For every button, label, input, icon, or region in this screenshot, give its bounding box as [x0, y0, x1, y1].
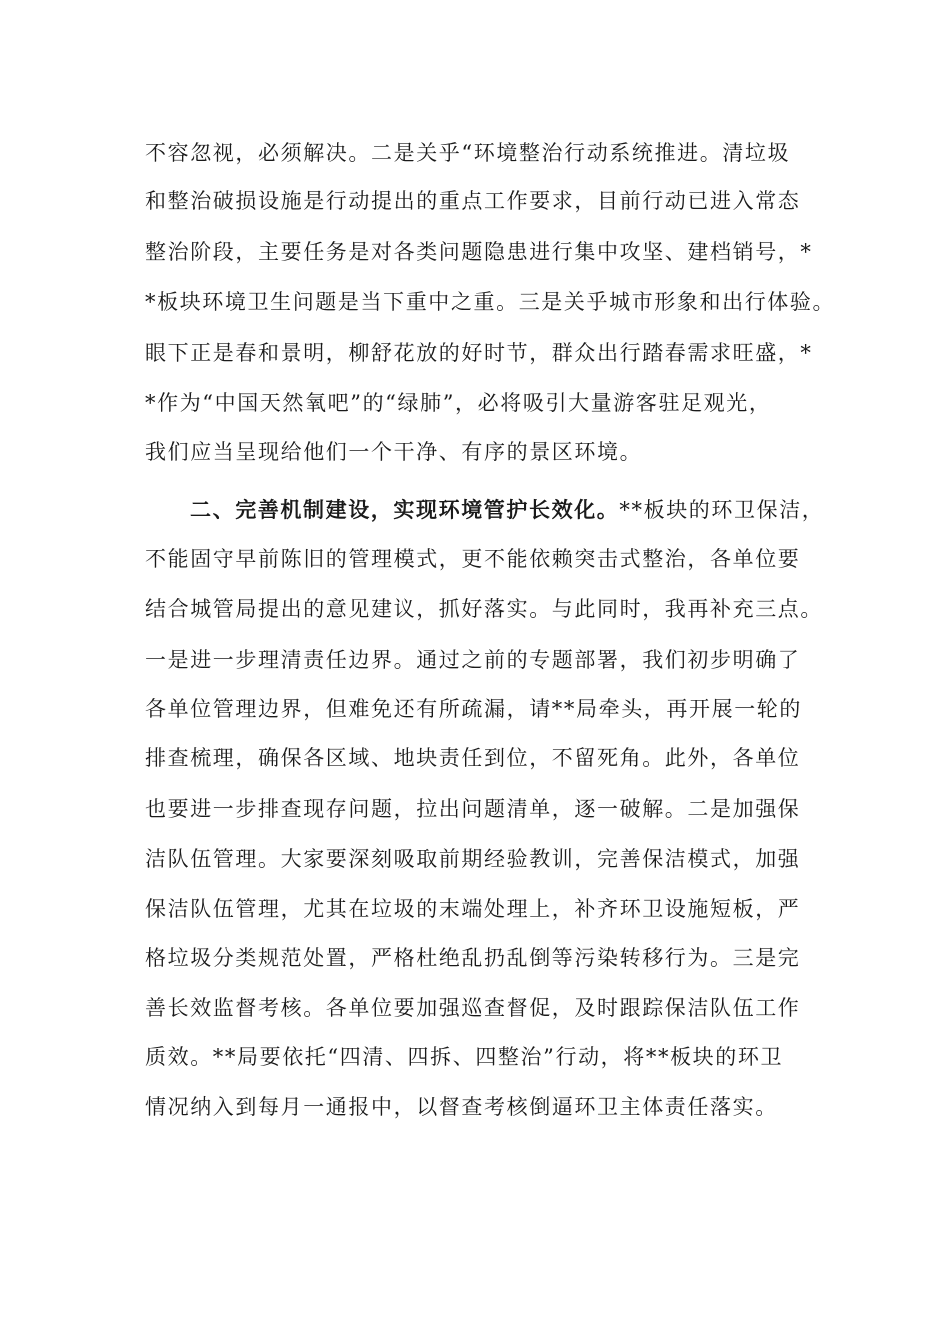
paragraph-2-line: 排查梳理，确保各区域、地块责任到位，不留死角。此外，各单位 — [145, 746, 801, 770]
paragraph-2-line: 善长效监督考核。各单位要加强巡查督促，及时跟踪保洁队伍工作 — [145, 996, 801, 1020]
paragraph-2-first-line-rest: **板块的环卫保洁， — [619, 498, 825, 522]
paragraph-1-line: 和整治破损设施是行动提出的重点工作要求，目前行动已进入常态 — [145, 189, 801, 213]
section-heading: 二、完善机制建设，实现环境管护长效化。 — [190, 497, 620, 522]
paragraph-2-line: 质效。**局要依托“四清、四拆、四整治”行动，将**板块的环卫 — [145, 1045, 784, 1069]
paragraph-2-line: 洁队伍管理。大家要深刻吸取前期经验教训，完善保洁模式，加强 — [145, 847, 801, 871]
paragraph-2-line: 各单位管理边界，但难免还有所疏漏，请**局牵头，再开展一轮的 — [145, 697, 802, 721]
paragraph-2-line: 一是进一步理清责任边界。通过之前的专题部署，我们初步明确了 — [145, 648, 801, 672]
paragraph-2-line: 不能固守早前陈旧的管理模式，更不能依赖突击式整治，各单位要 — [145, 547, 801, 571]
paragraph-1-line: 不容忽视，必须解决。二是关乎“环境整治行动系统推进。清垃圾 — [145, 141, 791, 165]
paragraph-1-line: 整治阶段，主要任务是对各类问题隐患进行集中攻坚、建档销号，* — [145, 240, 813, 264]
paragraph-1-line: 我们应当呈现给他们一个干净、有序的景区环境。 — [145, 440, 643, 464]
paragraph-2-line: 格垃圾分类规范处置，严格杜绝乱扔乱倒等污染转移行为。三是完 — [145, 946, 801, 970]
paragraph-1-line: *板块环境卫生问题是当下重中之重。三是关乎城市形象和出行体验。 — [145, 290, 836, 314]
paragraph-2-line: 也要进一步排查现存问题，拉出问题清单，逐一破解。二是加强保 — [145, 797, 801, 821]
paragraph-1-line: 眼下正是春和景明，柳舒花放的好时节，群众出行踏春需求旺盛，* — [145, 341, 813, 365]
paragraph-1-line: *作为“中国天然氧吧”的“绿肺”，必将吸引大量游客驻足观光， — [145, 391, 772, 415]
paragraph-2-line: 结合城管局提出的意见建议，抓好落实。与此同时，我再补充三点。 — [145, 597, 823, 621]
paragraph-2-line: 保洁队伍管理，尤其在垃圾的末端处理上，补齐环卫设施短板，严 — [145, 897, 801, 921]
paragraph-2-first-line — [190, 496, 824, 524]
paragraph-2-line: 情况纳入到每月一通报中，以督查考核倒逼环卫主体责任落实。 — [145, 1095, 778, 1119]
